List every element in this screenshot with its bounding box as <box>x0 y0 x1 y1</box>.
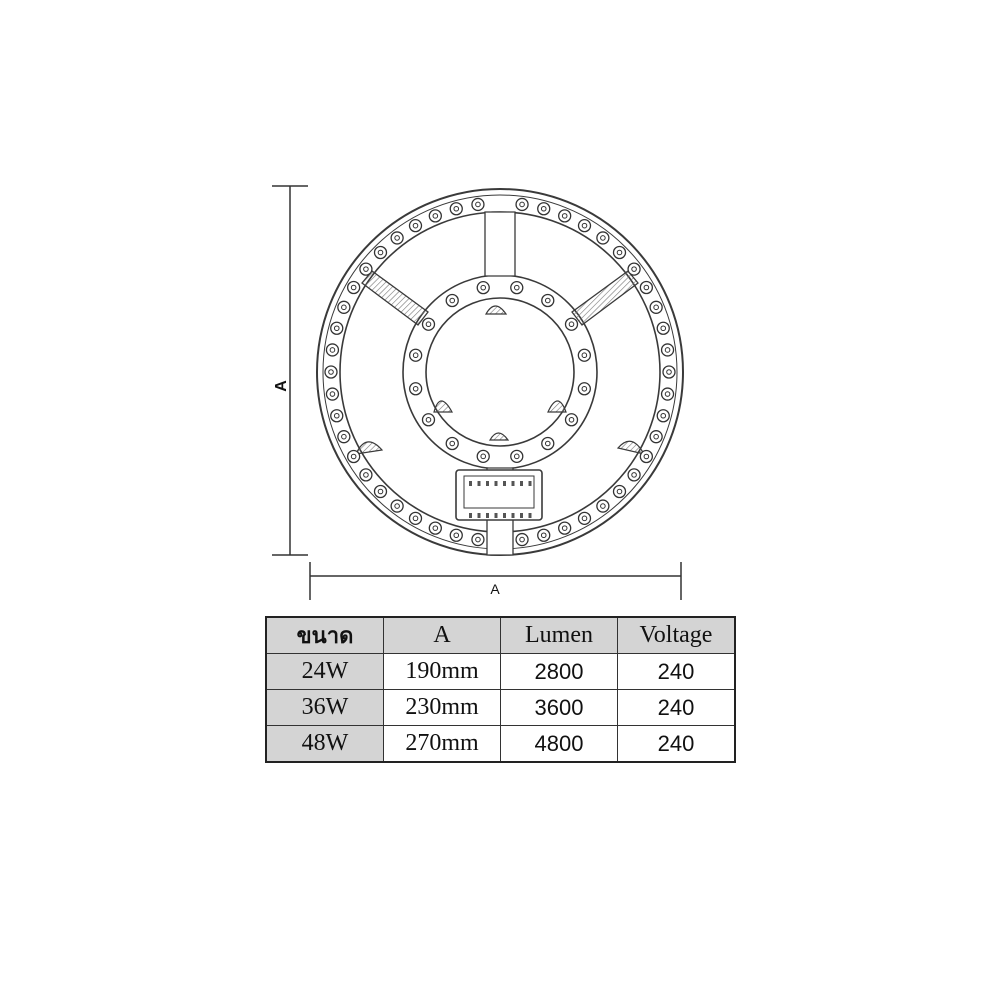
led-chip <box>663 366 675 378</box>
led-chip <box>450 203 462 215</box>
led-chip <box>338 431 350 443</box>
led-chip <box>579 512 591 524</box>
led-chip <box>559 210 571 222</box>
led-chip <box>597 232 609 244</box>
driver-pin <box>478 513 481 518</box>
led-chip <box>657 322 669 334</box>
driver-pin <box>478 481 481 486</box>
led-chip <box>422 318 434 330</box>
led-chip <box>628 263 640 275</box>
driver-pin <box>486 481 489 486</box>
led-chip <box>472 534 484 546</box>
table-row <box>266 726 735 763</box>
cell-voltage: 240 <box>618 690 736 726</box>
horizontal-dimension-label: A <box>490 581 500 597</box>
led-chip <box>446 294 458 306</box>
led-chip <box>597 500 609 512</box>
led-chip <box>338 301 350 313</box>
driver-pin <box>520 513 523 518</box>
header-a: A <box>384 617 501 654</box>
mounting-tabs <box>356 306 644 454</box>
led-chip <box>477 450 489 462</box>
vertical-dimension-label: A <box>273 380 290 392</box>
led-chip <box>326 344 338 356</box>
led-chip <box>542 294 554 306</box>
cell-a: 190mm <box>384 654 501 690</box>
driver-pin <box>529 513 532 518</box>
spec-table <box>265 616 736 763</box>
led-chip <box>662 344 674 356</box>
driver-pin <box>503 513 506 518</box>
cell-a: 270mm <box>384 726 501 763</box>
driver-pin <box>512 513 515 518</box>
driver-pin <box>486 513 489 518</box>
led-chip <box>579 220 591 232</box>
led-chip <box>650 301 662 313</box>
led-chip <box>640 282 652 294</box>
driver-pin <box>495 481 498 486</box>
led-chip <box>511 450 523 462</box>
led-chip <box>538 529 550 541</box>
led-chip <box>446 438 458 450</box>
driver-pin <box>529 481 532 486</box>
table-row <box>266 690 735 726</box>
led-chip <box>391 232 403 244</box>
led-chip <box>477 282 489 294</box>
led-chip <box>331 410 343 422</box>
led-chip <box>348 451 360 463</box>
led-chip <box>348 282 360 294</box>
led-chip <box>360 469 372 481</box>
led-chip <box>614 246 626 258</box>
cell-voltage: 240 <box>618 654 736 690</box>
led-chip <box>640 451 652 463</box>
led-chip <box>331 322 343 334</box>
led-chip <box>429 210 441 222</box>
led-chip <box>410 220 422 232</box>
led-chip <box>578 349 590 361</box>
cell-size: 36W <box>266 690 384 726</box>
led-chip <box>516 534 528 546</box>
header-size: ขนาด <box>266 617 384 654</box>
led-chip <box>374 486 386 498</box>
led-chip <box>511 282 523 294</box>
led-chip <box>422 414 434 426</box>
led-chip <box>566 318 578 330</box>
cell-lumen: 2800 <box>501 654 618 690</box>
led-chip <box>578 383 590 395</box>
driver-pin <box>520 481 523 486</box>
led-chip <box>410 349 422 361</box>
driver-pin <box>495 513 498 518</box>
led-chip <box>559 522 571 534</box>
led-chip <box>614 486 626 498</box>
led-chip <box>566 414 578 426</box>
driver-pin <box>469 481 472 486</box>
led-chip <box>374 246 386 258</box>
vertical-dimension-line <box>272 186 308 555</box>
table-row <box>266 654 735 690</box>
cell-lumen: 4800 <box>501 726 618 763</box>
driver-pin <box>469 513 472 518</box>
led-chip <box>650 431 662 443</box>
led-chip <box>662 388 674 400</box>
cell-size: 24W <box>266 654 384 690</box>
driver-pin <box>503 481 506 486</box>
driver-pin <box>512 481 515 486</box>
led-chip <box>450 529 462 541</box>
cell-lumen: 3600 <box>501 690 618 726</box>
led-chip <box>628 469 640 481</box>
led-chip <box>410 383 422 395</box>
driver-module <box>456 470 542 520</box>
led-chip <box>538 203 550 215</box>
led-chip <box>472 198 484 210</box>
led-chip <box>325 366 337 378</box>
header-lumen: Lumen <box>501 617 618 654</box>
led-chip <box>410 512 422 524</box>
cell-voltage: 240 <box>618 726 736 763</box>
table-header-row <box>266 617 735 654</box>
led-chip <box>391 500 403 512</box>
led-chip <box>429 522 441 534</box>
header-voltage: Voltage <box>618 617 736 654</box>
led-chip <box>516 198 528 210</box>
led-chip <box>326 388 338 400</box>
led-chip <box>542 438 554 450</box>
led-chip <box>360 263 372 275</box>
cell-a: 230mm <box>384 690 501 726</box>
cell-size: 48W <box>266 726 384 763</box>
led-chip <box>657 410 669 422</box>
